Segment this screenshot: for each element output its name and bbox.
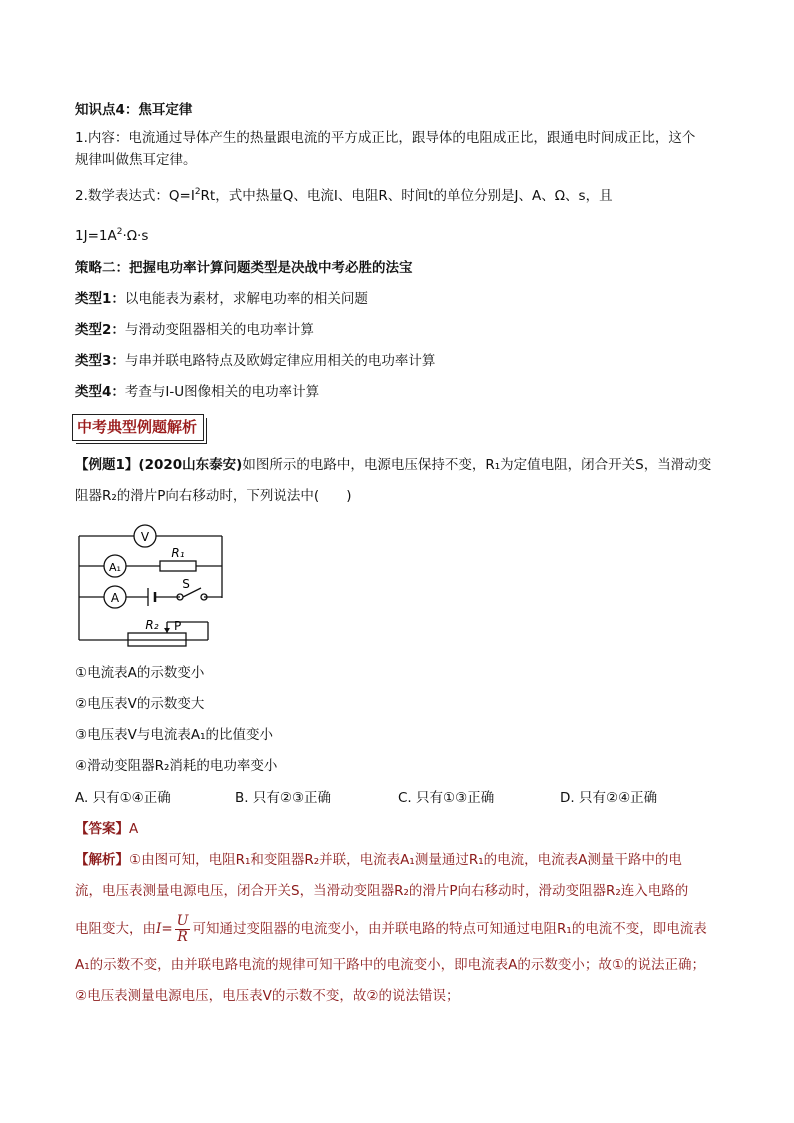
circuit-slider-label: P xyxy=(174,619,182,633)
option-d: D. 只有②④正确 xyxy=(560,790,658,806)
circuit-diagram xyxy=(70,518,240,648)
circuit-r2-label: R₂ xyxy=(145,618,159,632)
circuit-ammeter-a-label: A xyxy=(110,591,120,605)
example-question-line1: 【例题1】(2020山东泰安)如图所示的电路中，电源电压保持不变，R₁为定值电阻，闭合开关S，当滑动变 xyxy=(75,457,712,473)
kp4-content-line2: 规律叫做焦耳定律。 xyxy=(75,152,197,168)
section-title: 中考典型例题解析 xyxy=(72,414,204,441)
answer: 【答案】A xyxy=(75,821,139,837)
kp4-unit: $1J=1A^2\cdot\Omega\cdot s$ xyxy=(75,227,149,244)
circuit-switch-label: S xyxy=(182,577,190,591)
analysis-line4: A₁的示数不变，由并联电路电流的规律可知干路中的电流变小，即电流表A的示数变小；故①的说法正确； xyxy=(75,957,705,973)
option-b: B. 只有②③正确 xyxy=(235,790,332,806)
analysis-line1: 【解析】①由图可知，电阻R₁和变阻器R₂并联，电流表A₁测量通过R₁的电流，电流表A测量干路中的电 xyxy=(75,852,682,868)
kp4-content-line1: 1.内容：电流通过导体产生的热量跟电流的平方成正比，跟导体的电阻成正比，跟通电时间成正比，这个 xyxy=(75,130,696,146)
analysis-line5: ②电压表测量电源电压，电压表V的示数不变，故②的说法错误； xyxy=(75,988,460,1004)
option-c: C. 只有①③正确 xyxy=(398,790,495,806)
fraction-u-over-r: $\frac{U}{R}$ xyxy=(176,912,189,945)
option-a: A. 只有①④正确 xyxy=(75,790,171,806)
kp4-title: 知识点4：焦耳定律 xyxy=(75,102,193,118)
strategy-type-2: 类型2：与滑动变阻器相关的电功率计算 xyxy=(75,322,314,338)
statement-4: ④滑动变阻器R₂消耗的电功率变小 xyxy=(75,758,278,774)
statement-3: ③电压表V与电流表A₁的比值变小 xyxy=(75,727,273,743)
strategy-type-4: 类型4：考查与I-U图像相关的电功率计算 xyxy=(75,384,320,400)
strategy-type-3: 类型3：与串并联电路特点及欧姆定律应用相关的电功率计算 xyxy=(75,353,436,369)
strategy-title: 策略二：把握电功率计算问题类型是决战中考必胜的法宝 xyxy=(75,260,413,276)
kp4-formula: 2.数学表达式：$Q=I^2Rt$，式中热量Q、电流I、电阻R、时间t的单位分别是J、A、Ω、s，且 xyxy=(75,187,613,204)
circuit-voltmeter-label: V xyxy=(140,530,150,544)
analysis-line2: 流，电压表测量电源电压，闭合开关S，当滑动变阻器R₂的滑片P向右移动时，滑动变阻器R₂连入电路的 xyxy=(75,883,689,899)
circuit-r1-label: R₁ xyxy=(171,546,185,560)
analysis-line3: 电阻变大，由I= $\frac{U}{R}$ 可知通过变阻器的电流变小，由并联电路的特点可知通过电阻R₁的电流不变，即电流表 xyxy=(75,912,707,945)
strategy-type-1: 类型1：以电能表为素材，求解电功率的相关问题 xyxy=(75,291,368,307)
statement-2: ②电压表V的示数变大 xyxy=(75,696,205,712)
statement-1: ①电流表A的示数变小 xyxy=(75,665,205,681)
example-question-line2: 阻器R₂的滑片P向右移动时，下列说法中( ) xyxy=(75,488,352,504)
circuit-ammeter-a1-label: A₁ xyxy=(109,561,121,574)
